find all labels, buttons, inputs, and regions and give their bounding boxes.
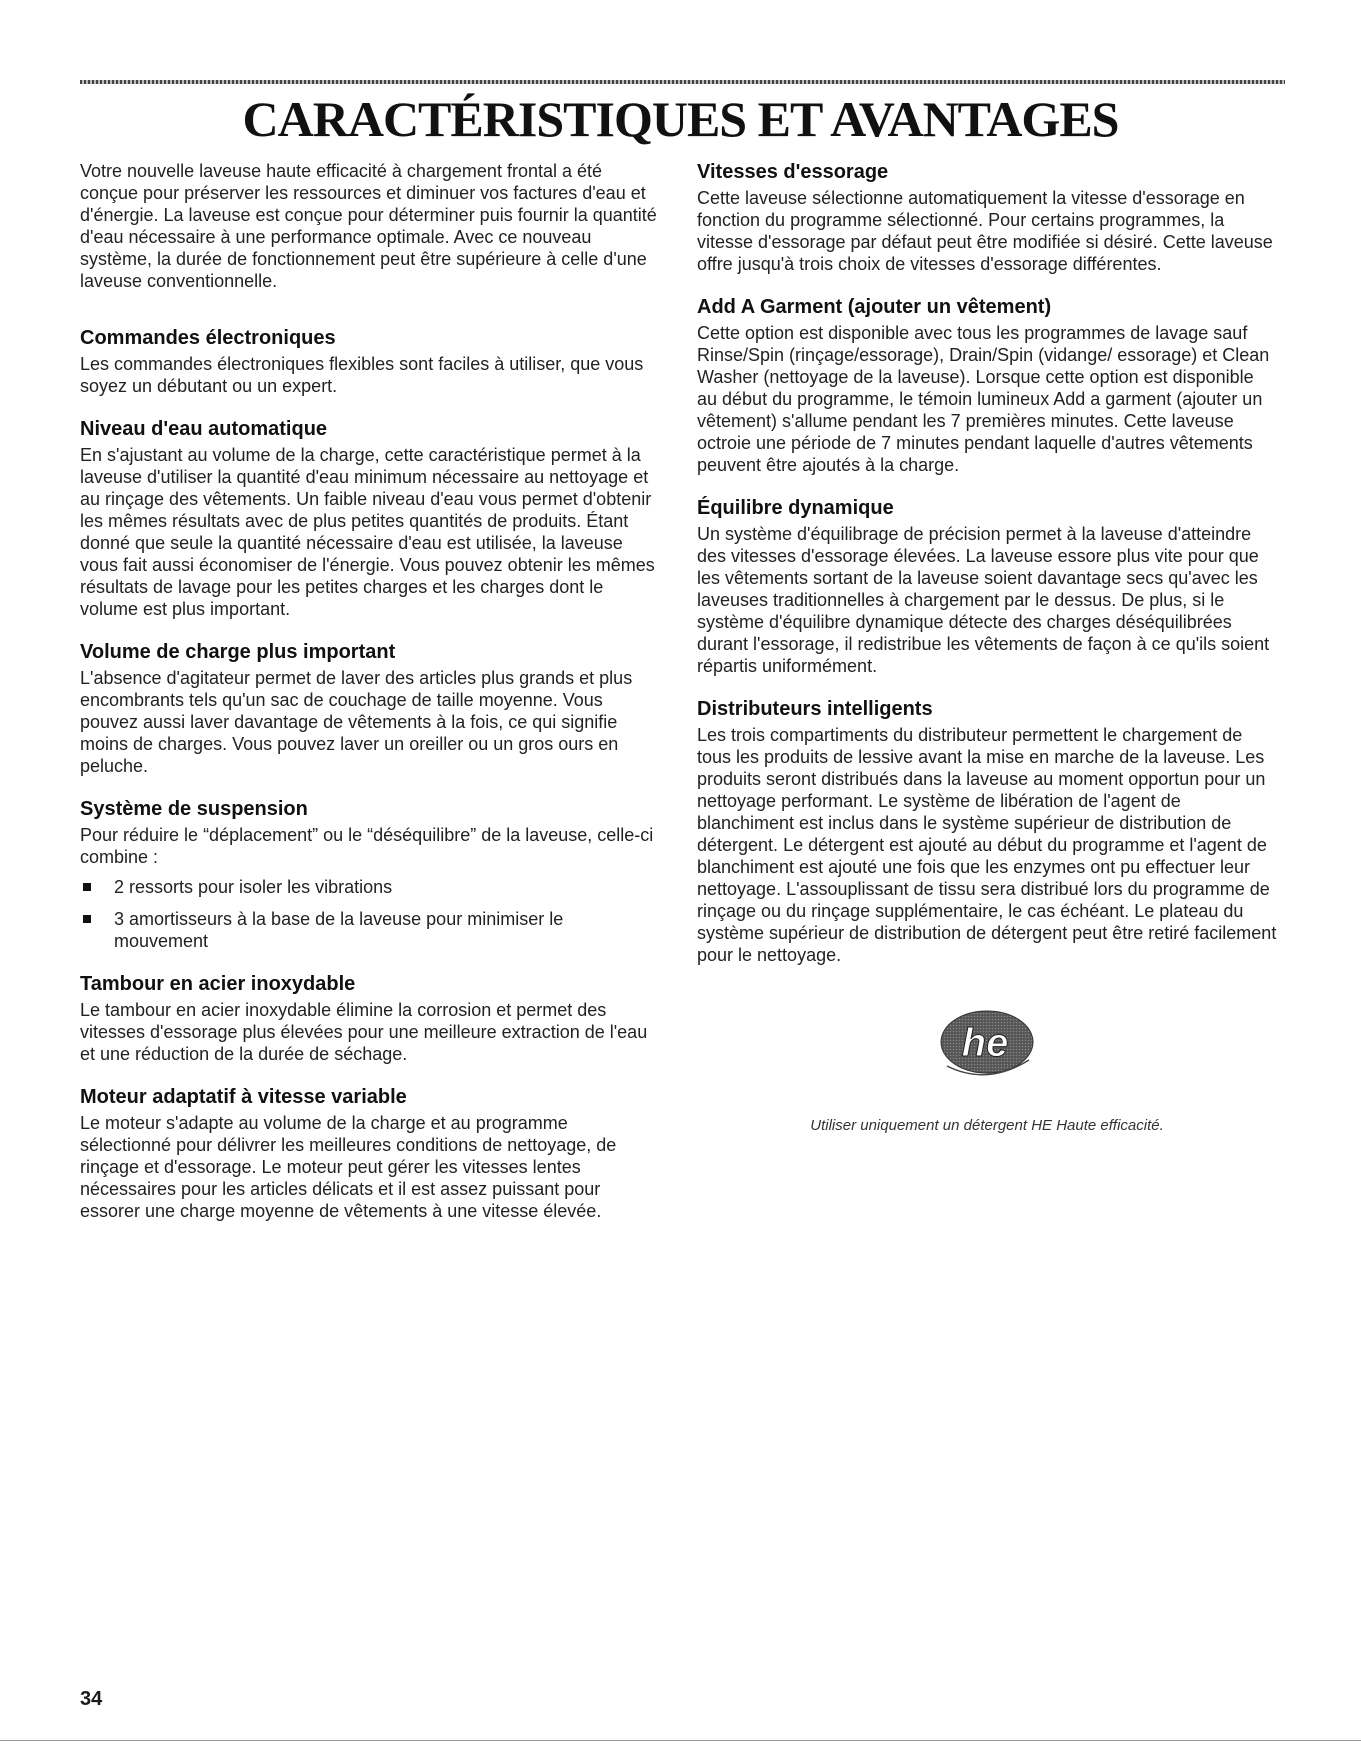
- list-item-text: 3 amortisseurs à la base de la laveuse pour minimiser le mouvement: [114, 909, 564, 951]
- section-text: En s'ajustant au volume de la charge, cette caractéristique permet à la laveuse d'utiliser la quantité d'eau minimum nécessaire au nettoyage et au rinçage des vêtements. Un faible niveau d'eau vous permet d'obtenir les mêmes résultats avec de plus petites quantités de produits. Étant donné que seule la quantité nécessaire d'eau est utilisée, la laveuse vous fait aussi économiser de l'énergie. Vous pouvez obtenir les mêmes résultats de lavage pour les petites charges et les charges dont le volume est plus important.: [80, 445, 655, 619]
- section-text: Cette option est disponible avec tous les programmes de lavage sauf Rinse/Spin (rinçage/essorage), Drain/Spin (vidange/ essorage) et Clean Washer (nettoyage de la laveuse). Lorsque cette option est disponible au début du programme, le témoin lumineux Add a garment (ajouter un vêtement) s'allume pendant les 7 premières minutes. Cette laveuse octroie une période de 7 minutes pendant laquelle d'autres vêtements peuvent être ajoutés à la charge.: [697, 323, 1270, 475]
- section-heading: Moteur adaptatif à vitesse variable: [80, 1086, 407, 1108]
- square-bullet-icon: [83, 915, 91, 923]
- section-add-a-garment: [697, 295, 1277, 476]
- top-decorative-rule: [80, 80, 1285, 84]
- square-bullet-icon: [83, 883, 91, 891]
- section-moteur: [80, 1085, 660, 1222]
- section-heading: Niveau d'eau automatique: [80, 418, 328, 440]
- suspension-bullet-list: [80, 876, 660, 952]
- section-heading: Volume de charge plus important: [80, 641, 396, 663]
- page-title: CARACTÉRISTIQUES ET AVANTAGES: [242, 91, 1119, 147]
- section-text: Le moteur s'adapte au volume de la charge et au programme sélectionné pour délivrer les meilleures conditions de nettoyage, de rinçage et d'essorage. Le moteur peut gérer les vitesses lentes nécessaires pour les articles délicats et il est assez puissant pour essorer une charge moyenne de vêtements à une vitesse élevée.: [80, 1113, 617, 1221]
- section-distributeurs: [697, 697, 1277, 966]
- list-item-text: 2 ressorts pour isoler les vibrations: [114, 877, 393, 897]
- left-column: [80, 160, 660, 1242]
- section-heading: Tambour en acier inoxydable: [80, 973, 356, 995]
- section-heading: Système de suspension: [80, 798, 308, 820]
- page-number: 34: [80, 1688, 103, 1710]
- bottom-divider: [0, 1740, 1361, 1741]
- section-suspension: [80, 797, 660, 952]
- list-item: [80, 876, 660, 898]
- section-commandes: [80, 326, 660, 397]
- section-equilibre-dynamique: [697, 496, 1277, 677]
- list-item: [80, 908, 660, 952]
- intro-text: Votre nouvelle laveuse haute efficacité à chargement frontal a été conçue pour préserver les ressources et diminuer vos factures d'eau et d'énergie. La laveuse est conçue pour déterminer puis fournir la quantité d'eau nécessaire à une performance optimale. Avec ce nouveau système, la durée de fonctionnement peut être supérieure à celle d'une laveuse conventionnelle.: [80, 161, 657, 291]
- section-tambour: [80, 972, 660, 1065]
- section-heading: Distributeurs intelligents: [697, 698, 933, 720]
- section-niveau-eau: [80, 417, 660, 620]
- section-heading: Commandes électroniques: [80, 327, 336, 349]
- section-vitesses-essorage: [697, 160, 1277, 275]
- he-logo-text: he: [961, 1021, 1009, 1065]
- section-text: Cette laveuse sélectionne automatiquement la vitesse d'essorage en fonction du programme sélectionné. Pour certains programmes, la vitesse d'essorage par défaut peut être modifiée si désiré. Cette laveuse offre jusqu'à trois choix de vitesses d'essorage différentes.: [697, 188, 1273, 274]
- section-volume-charge: [80, 640, 660, 777]
- section-text: Pour réduire le “déplacement” ou le “déséquilibre” de la laveuse, celle-ci combine :: [80, 825, 654, 867]
- intro-section: [80, 160, 660, 292]
- he-logo-container: [697, 1006, 1277, 1087]
- section-text: Un système d'équilibrage de précision permet à la laveuse d'atteindre des vitesses d'essorage élevées. La laveuse essore plus vite pour que les vêtements sortant de la laveuse soient davantage secs qu'avec les laveuses traditionnelles à chargement par le dessus. De plus, si le système d'équilibre dynamique détecte des charges déséquilibrées durant l'essorage, il redistribue les vêtements de façon à ce qu'ils soient répartis uniformément.: [697, 524, 1270, 676]
- section-heading: Add A Garment (ajouter un vêtement): [697, 296, 1052, 318]
- section-text: Les trois compartiments du distributeur permettent le chargement de tous les produits de lessive avant la mise en marche de la laveuse. Les produits seront distribués dans la laveuse au moment opportun pour un nettoyage performant. Le système de libération de l'agent de blanchiment est inclus dans le système supérieur de distribution de détergent. Le détergent est ajouté au début du programme et l'agent de blanchiment est ajouté une fois que les enzymes ont pu effectuer leur nettoyage. L'assouplissant de tissu sera distribué lors du programme de rinçage ou du rinçage supplémentaire, le cas échéant. Le plateau du système supérieur de distribution de détergent peut être retiré facilement pour le nettoyage.: [697, 725, 1277, 965]
- section-heading: Vitesses d'essorage: [697, 161, 889, 183]
- section-heading: Équilibre dynamique: [697, 497, 894, 519]
- section-text: Les commandes électroniques flexibles sont faciles à utiliser, que vous soyez un débutant ou un expert.: [80, 354, 644, 396]
- section-text: L'absence d'agitateur permet de laver des articles plus grands et plus encombrants tels qu'un sac de couchage de taille moyenne. Vous pouvez aussi laver davantage de vêtements à la fois, ce qui signifie moins de charges. Vous pouvez laver un oreiller ou un gros ours en peluche.: [80, 668, 633, 776]
- section-text: Le tambour en acier inoxydable élimine la corrosion et permet des vitesses d'essorage plus élevées pour une meilleure extraction de l'eau et une réduction de la durée de séchage.: [80, 1000, 648, 1064]
- right-column: [697, 160, 1277, 1134]
- he-logo-icon: [937, 1006, 1037, 1082]
- he-caption: Utiliser uniquement un détergent HE Haute efficacité.: [810, 1117, 1164, 1134]
